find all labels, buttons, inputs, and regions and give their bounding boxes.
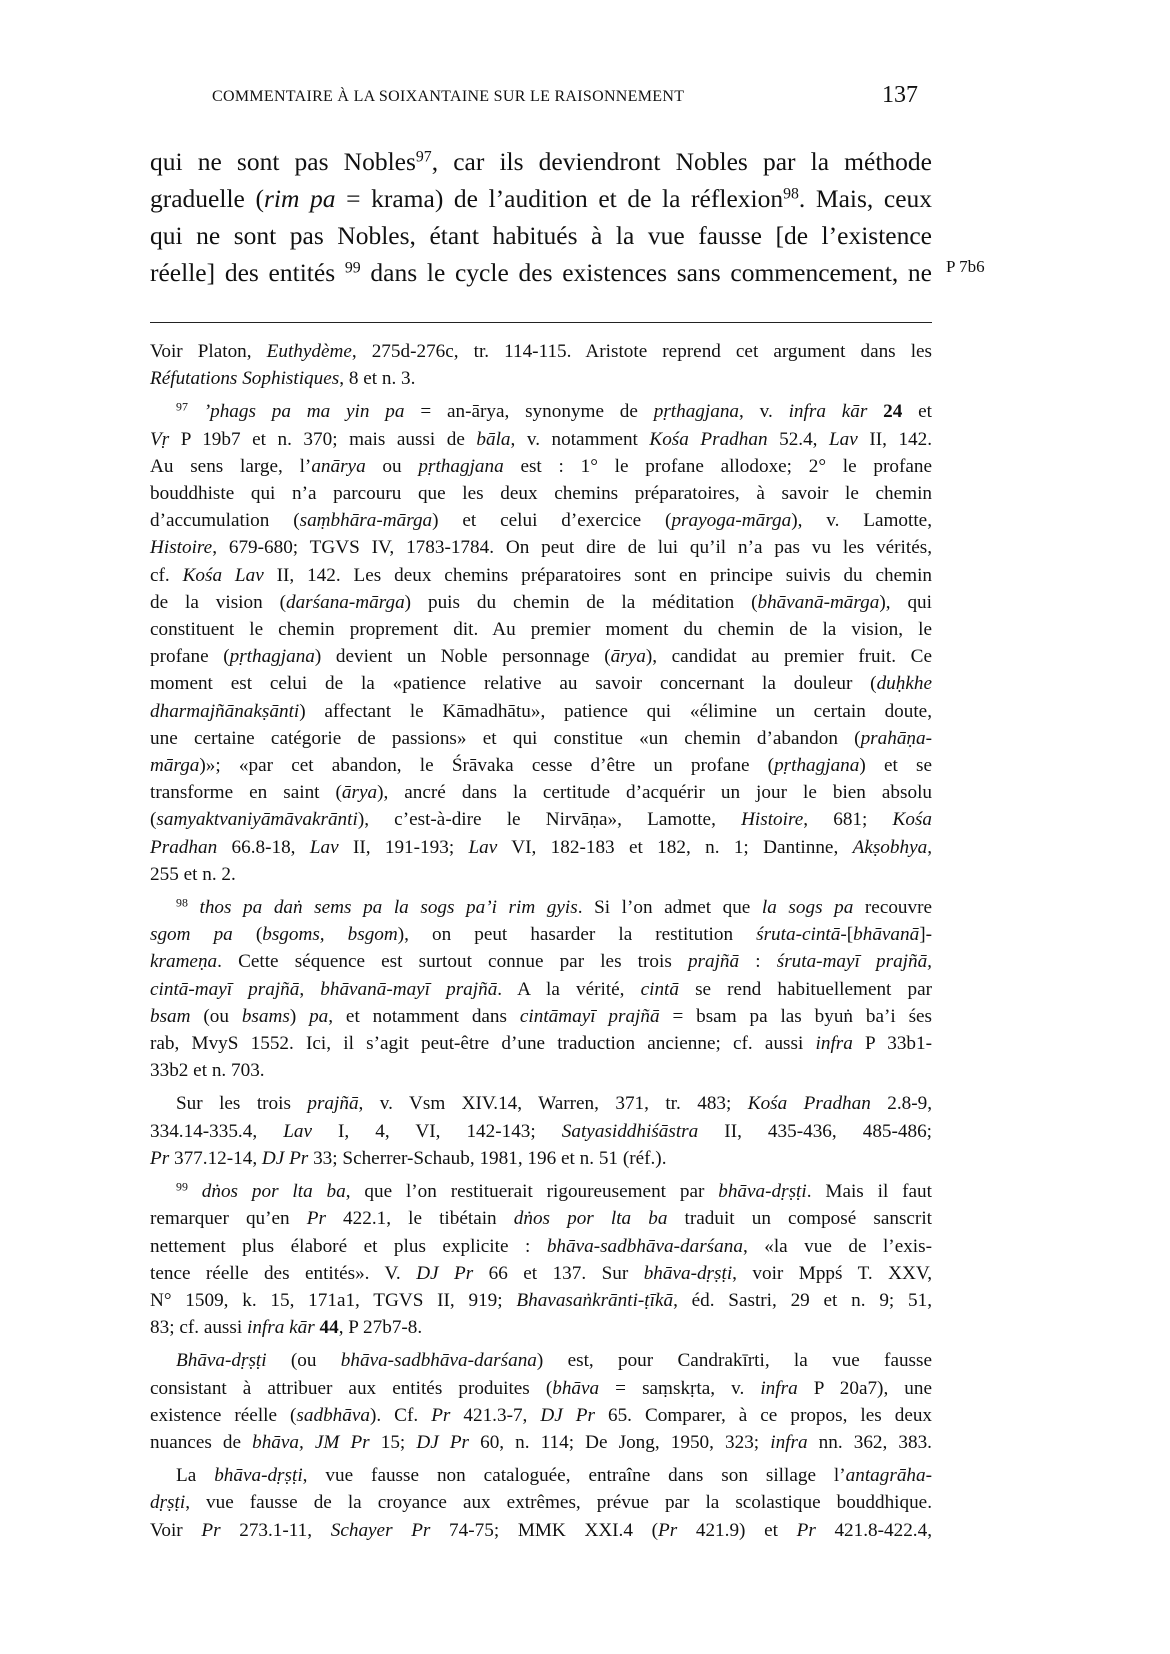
italic-run: Vṛ: [150, 428, 170, 450]
italic-run: Kośa Lav: [182, 564, 264, 586]
italic-run: bāla: [476, 428, 511, 450]
italic-run: Kośa Pradhan: [649, 428, 768, 450]
text-run: , éd. Sastri, 29 et n. 9; 51,: [673, 1289, 932, 1311]
italic-run: bhāvanā-mayī prajñā: [320, 978, 498, 1000]
text-run: Voir Platon,: [150, 341, 267, 362]
text-run: . Cette séquence est surtout connue par les trois: [217, 951, 688, 973]
text-run: 377.12-14,: [169, 1147, 262, 1169]
italic-run: Akṣobhya: [852, 836, 928, 858]
text-run: profane (: [150, 646, 230, 668]
text-line: [150, 507, 932, 534]
text-run: ), c’est-à-dire le Nirvāṇa», Lamotte,: [357, 809, 742, 831]
text-line: [150, 1375, 932, 1402]
text-line: [150, 1287, 932, 1314]
text-run: d’accumulation (: [150, 510, 300, 532]
italic-run: Pr: [201, 1519, 221, 1541]
running-head: COMMENTAIRE À LA SOIXANTAINE SUR LE RAISONNEMENT: [212, 88, 685, 105]
italic-run: Kośa Pradhan: [747, 1093, 871, 1115]
text-run: , et notamment dans: [328, 1005, 520, 1027]
text-run: ): [289, 1005, 310, 1027]
text-run: 422.1, le tibétain: [325, 1208, 514, 1230]
text-line: [150, 426, 932, 453]
text-run: = bsam pa las byuṅ ba’i śes: [659, 1005, 933, 1027]
italic-run: sgom pa: [150, 924, 233, 946]
italic-run: Pr: [796, 1519, 816, 1541]
italic-run: bsam: [150, 1005, 191, 1027]
footnote-paragraph: [150, 398, 932, 888]
italic-run: infra kār: [247, 1317, 315, 1339]
text-line: [150, 976, 932, 1003]
text-run: . A la vérité,: [497, 978, 641, 1000]
italic-run: bhāva: [552, 1377, 600, 1399]
text-line: [150, 1205, 932, 1232]
text-run: et: [902, 401, 932, 423]
italic-run: antagrāha-: [845, 1465, 932, 1487]
italic-run: prajñā: [307, 1093, 359, 1115]
text-run: 83; cf. aussi: [150, 1317, 247, 1339]
text-run: II, 191-193;: [338, 836, 469, 858]
text-run: P 19b7 et n. 370; mais aussi de: [169, 428, 477, 450]
footnotes: [150, 338, 932, 1544]
margin-reference: P 7b6: [946, 257, 985, 276]
text-run: ,: [927, 836, 932, 858]
bold-run: 24: [883, 401, 903, 423]
text-run: ), on peut hasarder la restitution: [397, 924, 757, 946]
text-run: P 33b1-: [852, 1033, 932, 1055]
italic-run: dṛṣṭi: [150, 1492, 186, 1514]
footnote-marker: 99: [176, 1179, 188, 1194]
text-run: [188, 897, 200, 918]
text-run: rab, MvyS 1552. Ici, il s’agit peut-être d’une traduction ancienne; cf. aussi: [150, 1033, 816, 1055]
text-line: [150, 217, 932, 254]
text-run: de la vision (: [150, 591, 286, 613]
text-run: , 275d-276c, tr. 114-115. Aristote reprend cet argument dans les: [351, 341, 933, 362]
italic-run: Pr: [306, 1208, 326, 1230]
text-run: 255 et n. 2.: [150, 863, 236, 885]
italic-run: prayoga-mārga: [671, 510, 792, 532]
text-run: , 679-680; TGVS IV, 1783-1784. On peut dire de lui qu’il n’a pas vu les vérités,: [212, 537, 932, 559]
text-run: . Mais il faut: [806, 1181, 932, 1203]
text-run: bouddhiste qui n’a parcouru que les deux chemins préparatoires, à savoir le chemin: [150, 483, 932, 505]
italic-run: śruta-mayī prajñā,: [776, 951, 932, 973]
text-line: [150, 338, 932, 365]
text-run: remarquer qu’en: [150, 1208, 307, 1230]
text-run: 2.8-9,: [870, 1093, 933, 1115]
text-run: cf.: [150, 564, 183, 586]
italic-run: Lav: [829, 428, 858, 450]
text-line: [150, 616, 932, 643]
footnote-paragraph: [150, 1347, 932, 1456]
text-run: ), qui: [879, 591, 932, 613]
text-paragraph: [150, 143, 932, 291]
italic-run: rim pa: [263, 184, 336, 213]
italic-run: Pradhan: [150, 836, 218, 858]
text-run: qui ne sont pas Nobles, étant habitués à la vue fausse [de l’existence: [150, 221, 932, 250]
text-run: 15;: [369, 1431, 417, 1453]
text-run: traduit un composé sanscrit: [667, 1208, 932, 1230]
text-line: [150, 643, 932, 670]
italic-run: infra: [815, 1033, 853, 1055]
text-run: 65. Comparer, à ce propos, les deux: [594, 1404, 933, 1426]
footnote-marker: 97: [415, 148, 432, 166]
text-run: Sur les trois: [176, 1093, 308, 1115]
footnote-marker: 98: [783, 185, 799, 203]
text-run: ) affectant le Kāmadhātu», patience qui «élimine un certain doute,: [299, 700, 932, 722]
italic-run: bhāvanā-mārga: [757, 591, 880, 613]
italic-run: pṛthagjana: [653, 401, 740, 423]
italic-run: DJ Pr: [416, 1431, 470, 1453]
text-run: transforme en saint (: [150, 782, 342, 804]
text-run: . Si l’on admet que: [577, 897, 762, 919]
italic-run: samyaktvaniyāmāvakrānti: [156, 809, 358, 831]
text-run: ) devient un Noble personnage (: [314, 646, 611, 668]
text-line: [150, 779, 932, 806]
text-run: [188, 401, 204, 422]
italic-run: ārya: [341, 782, 378, 804]
italic-run: DJ Pr: [416, 1262, 474, 1284]
text-run: 74-75; MMK XXI.4 (: [430, 1519, 659, 1541]
italic-run: bhāva-dṛṣṭi: [214, 1465, 303, 1487]
text-run: une certaine catégorie de passions» et qui constitue «un chemin d’abandon (: [150, 727, 861, 749]
italic-run: cintāmayī prajñā: [519, 1005, 660, 1027]
text-line: [150, 752, 932, 779]
text-run: moment est celui de la «patience relative au savoir concernant la douleur (: [150, 673, 877, 695]
text-run: ) et se: [859, 755, 932, 777]
italic-run: bsams: [241, 1005, 290, 1027]
text-run: II, 142.: [857, 428, 933, 450]
text-line: [150, 1260, 932, 1287]
text-line: [150, 1402, 932, 1429]
text-run: 33; Scherrer-Schaub, 1981, 196 et n. 51 (réf.).: [308, 1147, 667, 1169]
italic-run: DJ Pr: [540, 1404, 595, 1426]
text-run: (: [232, 924, 263, 946]
italic-run: cintā: [640, 978, 679, 1000]
text-run: tence réelle des entités». V.: [150, 1262, 417, 1284]
text-line: [150, 254, 932, 291]
text-line: [150, 562, 932, 589]
italic-run: pṛthagjana: [418, 455, 504, 477]
italic-run: Pr: [658, 1519, 678, 1541]
text-line: [150, 143, 932, 180]
text-line: [150, 948, 932, 975]
text-run: , voir Mppś T. XXV,: [732, 1262, 933, 1284]
italic-run: ārya: [610, 646, 646, 668]
text-run: VI, 182-183 et 182, n. 1; Dantinne,: [497, 836, 853, 858]
text-run: 52.4,: [767, 428, 830, 450]
text-run: II, 435-436, 485-486;: [698, 1120, 933, 1142]
page-number: 137: [882, 82, 918, 108]
text-run: ). Cf.: [369, 1404, 432, 1426]
text-run: dans le cycle des existences sans commencement, ne: [360, 258, 932, 287]
italic-run: pṛthagjana: [229, 646, 315, 668]
text-line: [150, 453, 932, 480]
text-run: 66.8-18,: [217, 836, 310, 858]
text-run: = krama) de l’audition et de la réflexion: [335, 184, 784, 213]
italic-run: bhāva-dṛṣṭi: [718, 1181, 807, 1203]
text-line: [150, 1145, 932, 1172]
text-run: , vue fausse non cataloguée, entraîne dans son sillage l’: [302, 1465, 846, 1487]
text-line: [150, 1003, 932, 1030]
text-run: Au sens large, l’: [150, 455, 312, 477]
italic-run: Lav: [468, 836, 498, 858]
italic-run: dṅos por lta ba: [513, 1208, 668, 1230]
text-run: 421.9) et: [677, 1519, 797, 1541]
text-run: , «la vue de l’exis-: [742, 1235, 932, 1257]
text-run: [: [846, 924, 854, 946]
text-run: ) et celui d’exercice (: [432, 510, 672, 532]
footnote-rule: [150, 322, 932, 323]
text-run: :: [739, 951, 777, 973]
footnote-marker: 99: [344, 259, 361, 277]
text-run: existence réelle (: [150, 1404, 297, 1426]
text-run: 334.14-335.4,: [150, 1120, 284, 1142]
text-run: 66 et 137. Sur: [473, 1262, 644, 1284]
text-run: [867, 401, 883, 422]
text-line: [150, 725, 932, 752]
text-run: II, 142. Les deux chemins préparatoires sont en principe suivis du chemin: [263, 564, 933, 586]
text-run: , que l’on restituerait rigoureusement par: [345, 1181, 719, 1203]
text-line: [150, 1429, 932, 1456]
text-run: , car ils deviendront Nobles par la méthode: [431, 147, 932, 176]
text-run: [188, 1181, 202, 1202]
italic-run: Bhāva-dṛṣṭi: [176, 1350, 267, 1372]
italic-run: darśana-mārga: [285, 591, 405, 613]
text-run: , 8 et n. 3.: [339, 368, 416, 390]
italic-run: infra kār: [788, 401, 868, 423]
text-line: [150, 1517, 932, 1544]
footnote-paragraph: [150, 1462, 932, 1544]
text-line: [150, 894, 932, 921]
text-run: se rend habituellement par: [678, 978, 932, 1000]
text-run: , vue fausse de la croyance aux extrêmes, prévue par la scolastique bouddhique.: [185, 1492, 932, 1514]
italic-run: thos pa daṅ sems pa la sogs pa’i rim gyis: [199, 897, 578, 919]
italic-run: dṅos por lta ba: [201, 1181, 346, 1203]
text-line: [150, 834, 932, 861]
italic-run: duḥkhe: [876, 673, 932, 695]
text-line: [150, 1090, 932, 1117]
text-run: ), v. Lamotte,: [791, 510, 932, 532]
text-line: [150, 806, 932, 833]
text-line: [150, 1030, 932, 1057]
italic-run: cintā-mayī prajñā: [150, 978, 300, 1000]
text-line: [150, 861, 932, 888]
italic-run: sadbhāva: [296, 1404, 370, 1426]
text-line: [150, 1178, 932, 1205]
italic-run: pa: [309, 1005, 329, 1027]
text-run: constituent le chemin proprement dit. Au premier moment du chemin de la vision, le: [150, 619, 932, 641]
footnote-paragraph: [150, 1090, 932, 1172]
text-run: 421.8-422.4,: [815, 1519, 932, 1541]
text-line: [150, 1489, 932, 1516]
footnote-paragraph: [150, 338, 932, 392]
bold-run: 44: [319, 1317, 339, 1339]
text-line: [150, 534, 932, 561]
text-line: [150, 398, 932, 425]
text-run: (ou: [266, 1350, 341, 1372]
text-run: ou: [365, 455, 419, 477]
text-run: , v. Vsm XIV.14, Warren, 371, tr. 483;: [358, 1093, 748, 1115]
italic-run: Lav: [283, 1120, 312, 1142]
italic-run: Pr: [431, 1404, 451, 1426]
text-run: I, 4, VI, 142-143;: [311, 1120, 562, 1142]
italic-run: Schayer Pr: [330, 1519, 431, 1541]
text-run: qui ne sont pas Nobles: [150, 147, 416, 176]
text-run: , v.: [739, 401, 789, 423]
italic-run: dharmajñānakṣānti: [150, 700, 300, 722]
italic-run: pṛthagjana: [774, 755, 860, 777]
text-run: ) est, pour Candrakīrti, la vue fausse: [536, 1350, 933, 1372]
text-run: recouvre: [853, 897, 933, 919]
italic-run: bhāvanā: [853, 924, 920, 946]
italic-run: prahāṇa-: [860, 727, 932, 749]
text-run: nuances de: [150, 1431, 253, 1453]
footnote-marker: 98: [176, 895, 188, 910]
text-run: ) puis du chemin de la méditation (: [404, 591, 758, 613]
text-line: [150, 589, 932, 616]
text-line: [150, 1057, 932, 1084]
text-line: [150, 1462, 932, 1489]
italic-run: Satyasiddhiśāstra: [561, 1120, 699, 1142]
footnote-paragraph: [150, 1178, 932, 1341]
italic-run: prajñā: [687, 951, 740, 973]
text-run: , v. notamment: [510, 428, 650, 450]
text-run: 421.3-7,: [450, 1404, 541, 1426]
italic-run: mārga: [150, 755, 200, 777]
text-run: (: [150, 809, 157, 831]
italic-run: infra: [760, 1377, 798, 1399]
text-line: [150, 180, 932, 217]
text-run: 60, n. 114; De Jong, 1950, 323;: [469, 1431, 771, 1453]
text-line: [150, 1118, 932, 1145]
italic-run: Kośa: [892, 809, 932, 831]
italic-run: bsgoms, bsgom: [262, 924, 398, 946]
italic-run: ’phags pa ma yin pa: [203, 401, 405, 423]
text-run: est : 1° le profane allodoxe; 2° le profane: [503, 455, 933, 477]
footnote-paragraph: [150, 894, 932, 1084]
italic-run: anārya: [311, 455, 366, 477]
text-line: [150, 1233, 932, 1260]
italic-run: Euthydème: [266, 341, 352, 362]
italic-run: bhāva, JM Pr: [252, 1431, 370, 1453]
text-run: , 681;: [803, 809, 893, 831]
text-run: 33b2 et n. 703.: [150, 1060, 265, 1082]
text-line: [150, 670, 932, 697]
italic-run: saṃbhāra-mārga: [299, 510, 433, 532]
text-run: P 20a7), une: [797, 1377, 933, 1399]
text-line: [150, 480, 932, 507]
italic-run: Bhavasaṅkrānti-ṭīkā: [516, 1289, 674, 1311]
italic-run: infra: [770, 1431, 808, 1453]
text-run: Voir: [150, 1519, 202, 1541]
text-run: )»; «par cet abandon, le Śrāvaka cesse d’être un profane (: [199, 755, 775, 777]
italic-run: Histoire: [741, 809, 804, 831]
italic-run: bhāva-sadbhāva-darśana: [546, 1235, 743, 1257]
text-run: graduelle (: [150, 184, 264, 213]
italic-run: śruta-cintā-: [756, 924, 847, 946]
text-line: [150, 365, 932, 392]
italic-run: bhāva-sadbhāva-darśana: [340, 1350, 537, 1372]
text-run: ), ancré dans la certitude d’acquérir un jour le bien absolu: [377, 782, 932, 804]
text-run: ,: [299, 978, 321, 1000]
text-run: La: [176, 1465, 215, 1487]
italic-run: Pr: [150, 1147, 170, 1169]
text-run: nn. 362, 383.: [807, 1431, 932, 1453]
text-line: [150, 1347, 932, 1374]
text-run: réelle] des entités: [150, 258, 345, 287]
footnote-marker: 97: [176, 399, 188, 414]
text-run: 273.1-11,: [220, 1519, 331, 1541]
text-line: [150, 698, 932, 725]
text-run: . Mais, ceux: [798, 184, 933, 213]
italic-run: krameṇa: [150, 951, 218, 973]
text-line: [150, 921, 932, 948]
text-run: = an-ārya, synonyme de: [404, 401, 654, 423]
text-run: nettement plus élaboré et plus explicite :: [150, 1235, 547, 1257]
italic-run: Réfutations Sophistiques: [150, 368, 340, 390]
text-run: N° 1509, k. 15, 171a1, TGVS II, 919;: [150, 1289, 517, 1311]
italic-run: bhāva-dṛṣṭi: [643, 1262, 733, 1284]
text-run: , P 27b7-8.: [338, 1317, 423, 1339]
text-run: ), candidat au premier fruit. Ce: [645, 646, 932, 668]
italic-run: la sogs pa: [761, 897, 854, 919]
italic-run: DJ Pr: [261, 1147, 309, 1169]
text-line: [150, 1314, 932, 1341]
italic-run: Lav: [309, 836, 339, 858]
main-text: [150, 143, 932, 291]
text-run: consistant à attribuer aux entités produites (: [150, 1377, 553, 1399]
text-run: ]-: [919, 924, 932, 946]
text-run: = saṃskṛta, v.: [599, 1377, 761, 1399]
text-run: (ou: [190, 1005, 242, 1027]
italic-run: Histoire: [150, 537, 213, 559]
